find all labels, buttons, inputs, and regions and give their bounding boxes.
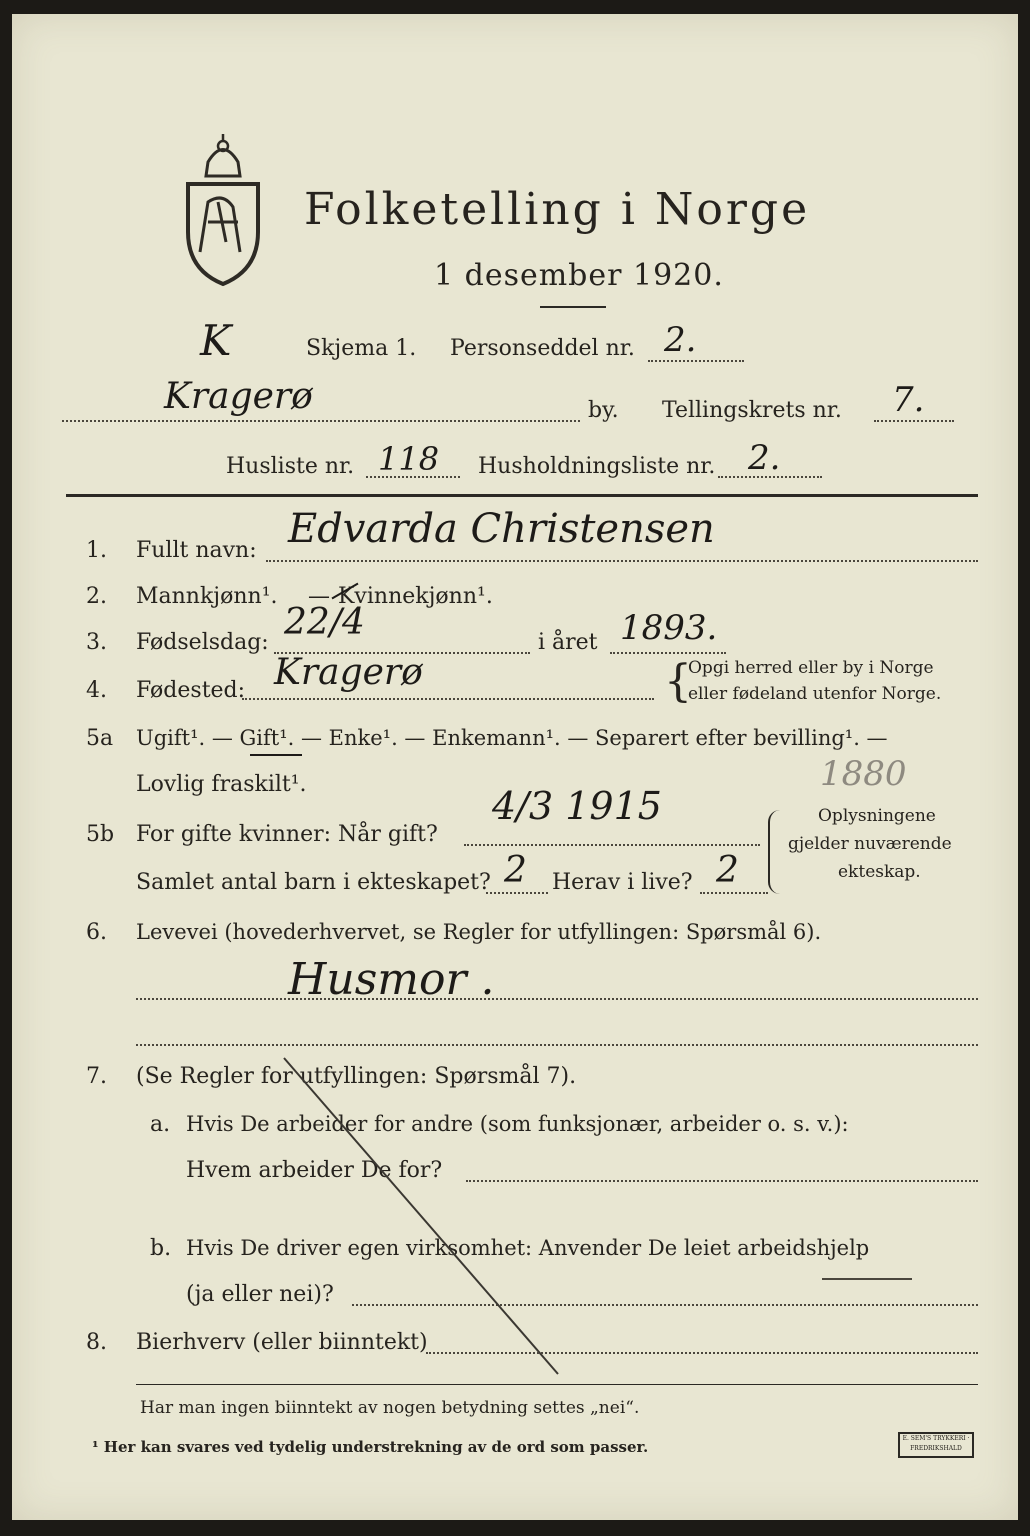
q5b-alive-label: Herav i live?: [552, 870, 693, 895]
q4-number: 4.: [86, 678, 107, 703]
occupation-value[interactable]: Husmor .: [288, 954, 495, 1005]
personseddel-label: Personseddel nr.: [450, 336, 635, 361]
q8-number: 8.: [86, 1330, 107, 1355]
birth-year-value[interactable]: 1893.: [620, 608, 718, 648]
q3-year-label: i året: [538, 630, 598, 655]
q1-number: 1.: [86, 538, 107, 563]
coat-of-arms-icon: [178, 132, 268, 292]
q5a-fraskilt: Lovlig fraskilt¹.: [136, 772, 307, 797]
header-rule: [66, 494, 978, 497]
q7a-letter: a.: [150, 1112, 171, 1137]
q4-note-2: eller fødeland utenfor Norge.: [688, 684, 942, 704]
q2-kvinne-label: Kvinnekjønn¹.: [338, 584, 493, 609]
q6-number: 6.: [86, 920, 107, 945]
title-divider: [540, 306, 606, 308]
q5a-gift-underline: [250, 754, 302, 756]
birthday-value[interactable]: 22/4: [284, 602, 365, 643]
tellingskrets-value[interactable]: 7.: [892, 380, 925, 420]
margin-pencil-note: 1880: [820, 754, 907, 794]
tellingskrets-label: Tellingskrets nr.: [662, 398, 842, 423]
q5b-note-1: Oplysningene: [818, 806, 936, 826]
q2-mann-label: Mannkjønn¹.: [136, 584, 278, 609]
by-label: by.: [588, 398, 619, 423]
q7-label: (Se Regler for utfyllingen: Spørsmål 7).: [136, 1064, 577, 1089]
q5b-note-3: ekteskap.: [838, 862, 921, 882]
q2-separator: —: [308, 584, 330, 609]
q5a-options: Ugift¹. — Gift¹. — Enke¹. — Enkemann¹. — Separert efter bevilling¹. —: [136, 726, 888, 750]
husliste-label: Husliste nr.: [226, 454, 355, 479]
city-initial-handwriting: K: [200, 316, 232, 365]
skjema-label: Skjema 1.: [306, 336, 417, 361]
footer-note: Har man ingen biinntekt av nogen betydning settes „nei“.: [140, 1398, 640, 1418]
form-date: 1 desember 1920.: [434, 258, 724, 293]
personseddel-value[interactable]: 2.: [664, 320, 697, 360]
q5b-brace: [768, 810, 782, 894]
q7b-letter: b.: [150, 1236, 172, 1261]
q7b-question: Hvis De driver egen virksomhet: Anvender De leiet arbeidshjelp: [186, 1236, 870, 1260]
children-total-value[interactable]: 2: [504, 850, 527, 891]
q5a-number: 5a: [86, 726, 114, 751]
city-value[interactable]: Kragerø: [164, 376, 313, 417]
q7b-dash-mark: [822, 1278, 912, 1280]
q3-label: Fødselsdag:: [136, 630, 269, 655]
q4-note-1: Opgi herred eller by i Norge: [688, 658, 934, 678]
q1-label: Fullt navn:: [136, 538, 257, 563]
q2-number: 2.: [86, 584, 107, 609]
full-name-value[interactable]: Edvarda Christensen: [288, 506, 715, 552]
footer-rule: [136, 1384, 978, 1385]
footnote: ¹ Her kan svares ved tydelig understrekning av de ord som passer.: [92, 1438, 649, 1456]
q6-label: Levevei (hovederhvervet, se Regler for utfyllingen: Spørsmål 6).: [136, 920, 822, 944]
q7-number: 7.: [86, 1064, 107, 1089]
printer-stamp: E. SEM'S TRYKKERI · FREDRIKSHALD: [898, 1432, 974, 1458]
q5b-married-label: For gifte kvinner: Når gift?: [136, 822, 438, 847]
husholdning-label: Husholdningsliste nr.: [478, 454, 716, 479]
form-title: Folketelling i Norge: [304, 184, 811, 235]
q4-label: Fødested:: [136, 678, 246, 703]
q7a-who-label: Hvem arbeider De for?: [186, 1158, 443, 1183]
husliste-value[interactable]: 118: [378, 440, 440, 478]
q7b-hire-label: (ja eller nei)?: [186, 1282, 334, 1307]
census-form-sheet: [12, 14, 1018, 1520]
q8-label: Bierhverv (eller biinntekt): [136, 1330, 428, 1355]
q5b-note-2: gjelder nuværende: [788, 834, 952, 854]
birthplace-value[interactable]: Kragerø: [274, 652, 423, 693]
q4-brace: {: [664, 656, 692, 707]
marriage-date-value[interactable]: 4/3 1915: [492, 784, 662, 828]
q7a-question: Hvis De arbeider for andre (som funksjonær, arbeider o. s. v.):: [186, 1112, 849, 1136]
q5b-number: 5b: [86, 822, 115, 847]
q3-number: 3.: [86, 630, 107, 655]
husholdning-value[interactable]: 2.: [748, 438, 781, 478]
q5b-children-label: Samlet antal barn i ekteskapet?: [136, 870, 491, 895]
children-alive-value[interactable]: 2: [716, 850, 739, 891]
